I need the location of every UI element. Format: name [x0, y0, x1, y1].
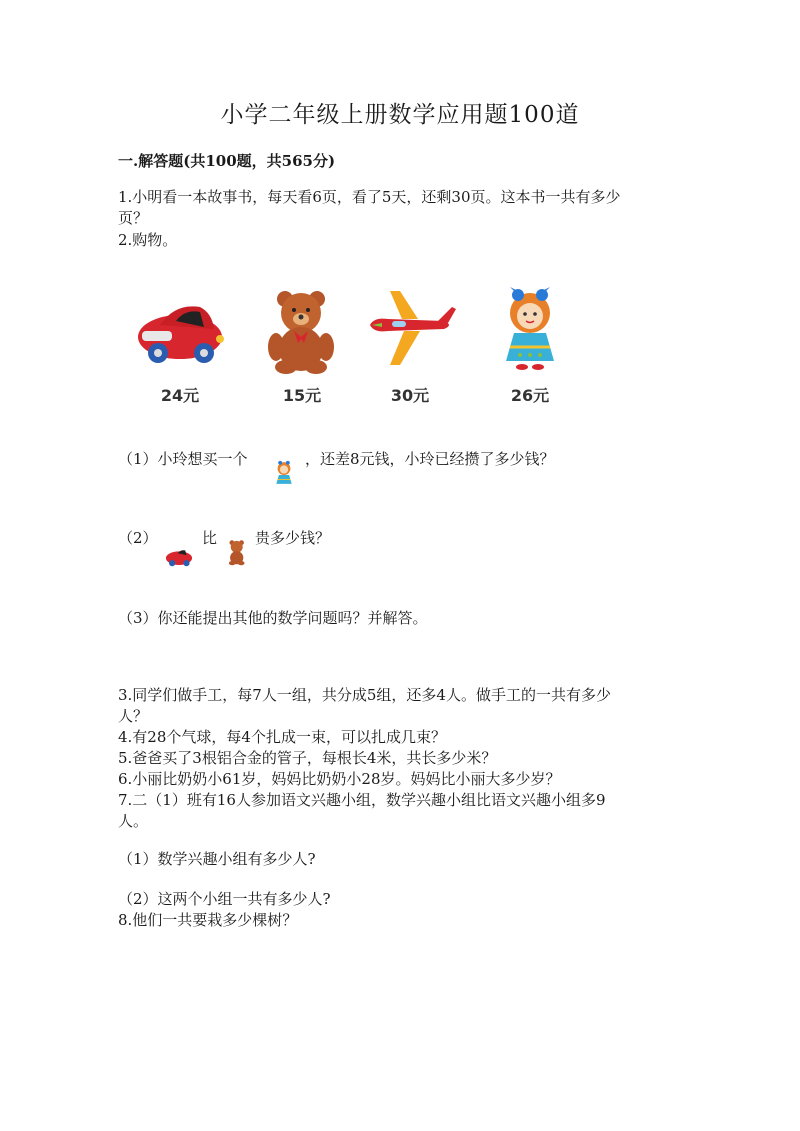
question-2-sub-1-part-a: （1）小玲想买一个 — [118, 450, 248, 468]
doll-icon — [480, 285, 580, 375]
question-1-line-2: 页？ — [118, 209, 149, 227]
toy-car-icon — [130, 285, 230, 375]
price-car: 24元 — [160, 386, 200, 405]
question-6: 6.小丽比奶奶小61岁，妈妈比奶奶小28岁。妈妈比小丽大多少岁？ — [118, 770, 561, 788]
section-heading: 一.解答题(共100题，共565分) — [118, 152, 336, 170]
teddy-bear-icon — [252, 285, 352, 375]
price-plane: 30元 — [390, 386, 430, 405]
page-title: 小学二年级上册数学应用题100道 — [220, 102, 580, 128]
question-3-line-1: 3.同学们做手工，每7人一组，共分成5组，还多4人。做手工的一共有多少 — [118, 686, 611, 704]
doll-icon — [268, 458, 300, 490]
toy-plane-icon — [360, 285, 460, 375]
shop-item-bear — [252, 285, 352, 410]
price-bear: 15元 — [282, 386, 322, 405]
question-4: 4.有28个气球，每4个扎成一束，可以扎成几束？ — [118, 728, 446, 746]
toy-car-icon — [163, 542, 195, 570]
teddy-bear-icon — [222, 536, 252, 568]
question-7-sub-1: （1）数学兴趣小组有多少人? — [118, 850, 316, 868]
question-3-line-2: 人？ — [118, 707, 149, 725]
question-2-title: 2.购物。 — [118, 231, 178, 249]
question-2-sub-2-part-a: （2） — [118, 529, 158, 547]
question-7-sub-2: （2）这两个小组一共有多少人? — [118, 890, 331, 908]
shop-item-plane — [360, 285, 460, 410]
question-2-sub-3: （3）你还能提出其他的数学问题吗？并解答。 — [118, 609, 428, 627]
question-2-sub-2-part-c: 贵多少钱？ — [255, 529, 331, 547]
question-7-line-1: 7.二（1）班有16人参加语文兴趣小组，数学兴趣小组比语文兴趣小组多9 — [118, 791, 606, 809]
shop-item-car — [130, 285, 230, 410]
question-8: 8.他们一共要栽多少棵树？ — [118, 911, 298, 929]
question-2-sub-1-part-b: ，还差8元钱，小玲已经攒了多少钱？ — [305, 450, 555, 468]
price-doll: 26元 — [510, 386, 550, 405]
question-1-line-1: 1.小明看一本故事书，每天看6页，看了5天，还剩30页。这本书一共有多少 — [118, 188, 621, 206]
shopping-items — [130, 285, 570, 410]
question-2-sub-2-part-b: 比 — [202, 529, 218, 547]
question-5: 5.爸爸买了3根铝合金的管子，每根长4米，共长多少米？ — [118, 749, 497, 767]
shop-item-doll — [480, 285, 580, 410]
question-7-line-2: 人。 — [118, 812, 149, 830]
